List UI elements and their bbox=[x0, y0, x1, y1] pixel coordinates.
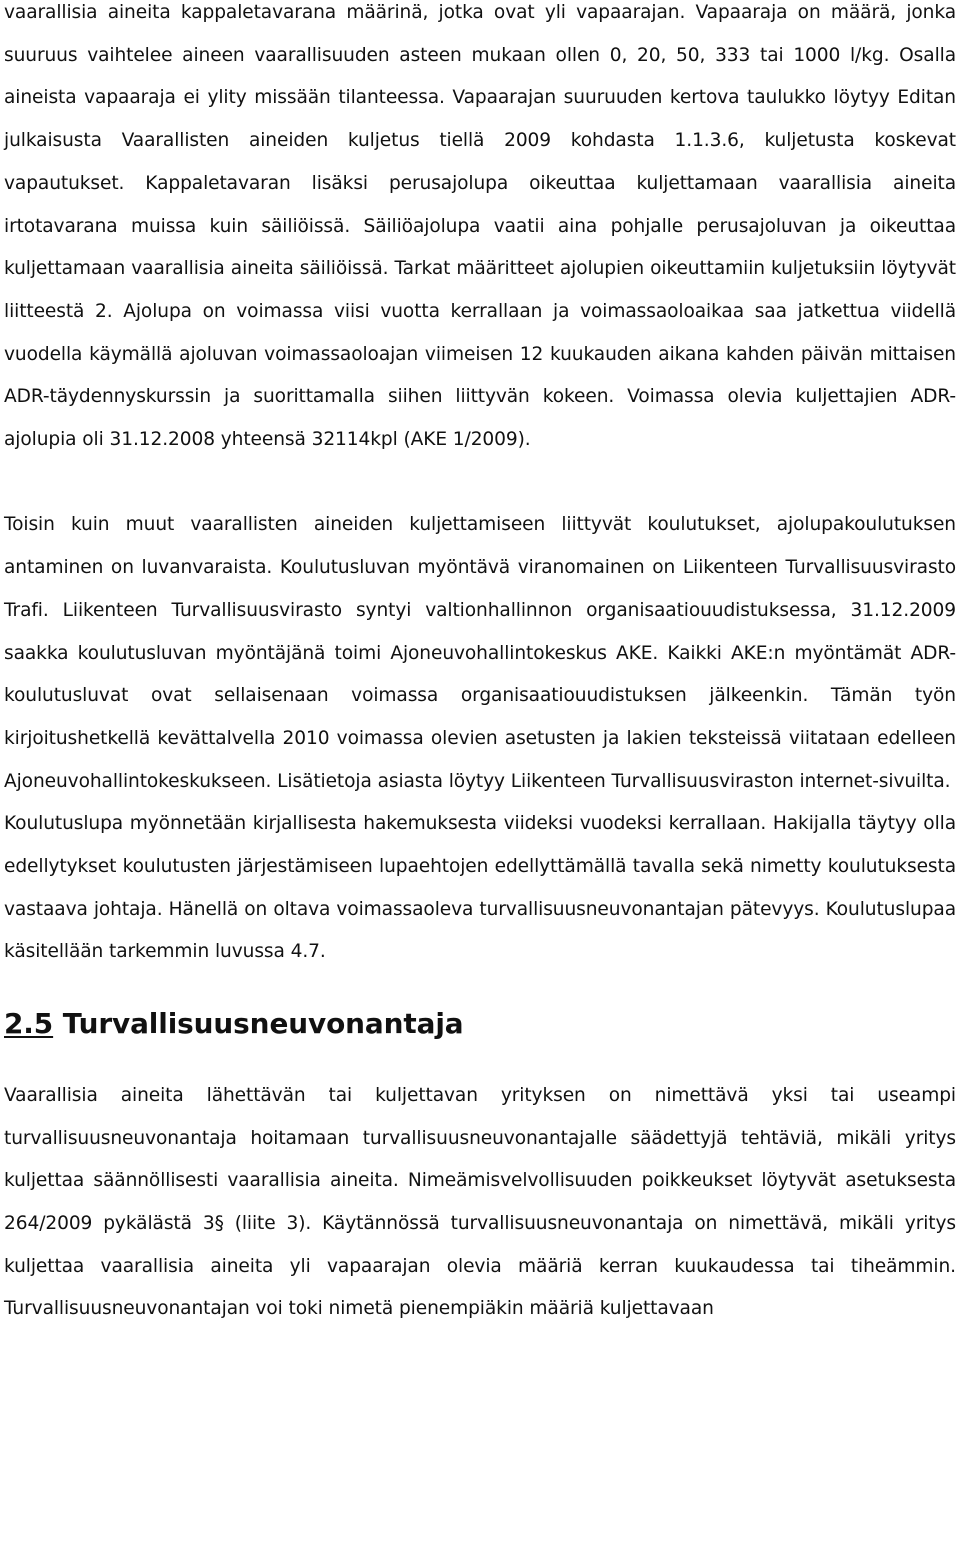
section-sign: § bbox=[214, 1212, 224, 1234]
paragraph-training-license: Toisin kuin muut vaarallisten aineiden kuljettamiseen liittyvät koulutukset, ajolupakoulutuksen antaminen on luvanvaraista. Koulutusluvan myöntävä viranomainen on Liikenteen Turvallisuusvirasto Trafi. Liikenteen Turvallisuusvirasto syntyi valtionhallinnon organisaatiouudistuksessa, 31.12.2009 saakka koulutusluvan myöntäjänä toimi Ajoneuvohallintokeskus AKE. Kaikki AKE:n myöntämät ADR-koulutusluvat ovat sellaisenaan voimassa organisaatiouudistuksen jälkeenkin. Tämän työn kirjoitushetkellä kevättalvella 2010 voimassa olevien asetusten ja lakien teksteissä viitataan edelleen Ajoneuvohallintokeskukseen. Lisätietoja asiasta löytyy Liikenteen Turvallisuusviraston internet-sivuilta. bbox=[4, 514, 956, 792]
paragraph-text: Vaarallisia aineita lähettävän tai kuljettavan yrityksen on nimettävä yksi tai useampi turvallisuusneuvonantaja hoitamaan turvallisuusneuvonantajalle säädettyjä tehtäviä, mikäli yritys kuljettaa säännöllisesti vaarallisia aineita. Nimeämisvelvollisuuden poikkeukset löytyvät asetuksesta 264/2009 pykälästä 3 bbox=[4, 1084, 956, 1234]
section-spacer bbox=[4, 1046, 956, 1075]
section-number: 2.5 bbox=[4, 1007, 54, 1041]
paragraph-text-continued: (liite 3). Käytännössä turvallisuusneuvonantaja on nimettävä, mikäli yritys kuljettaa vaarallisia aineita yli vapaarajan olevia määriä kerran kuukaudessa tai tiheämmin. Turvallisuusneuvonantajan voi toki nimetä pienempiäkin määriä kuljettavaan bbox=[4, 1212, 956, 1320]
paragraph-adr-permits: vaarallisia aineita kappaletavarana määrinä, jotka ovat yli vapaarajan. Vapaaraja on määrä, jonka suuruus vaihtelee aineen vaarallisuuden asteen mukaan ollen 0, 20, 50, 333 tai 1000 l/kg. Osalla aineista vapaaraja ei ylity missään tilanteessa. Vapaarajan suuruuden kertova taulukko löytyy Editan julkaisusta Vaarallisten aineiden kuljetus tiellä 2009 kohdasta 1.1.3.6, kuljetusta koskevat vapautukset. Kappaletavaran lisäksi perusajolupa oikeuttaa kuljettamaan vaarallisia aineita irtotavarana muissa kuin säiliöissä. Säiliöajolupa vaatii aina pohjalle perusajoluvan ja oikeuttaa kuljettamaan vaarallisia aineita säiliöissä. Tarkat määritteet ajolupien oikeuttamiin kuljetuksiin löytyvät liitteestä 2. Ajolupa on voimassa viisi vuotta kerrallaan ja voimassaoloaikaa saa jatkettua viidellä vuodella käymällä ajoluvan voimassaoloajan viimeisen 12 kuukauden aikana kahden päivän mittaisen ADR-täydennyskurssin ja suorittamalla siihen liittyvän kokeen. Voimassa olevia kuljettajien ADR-ajolupia oli 31.12.2008 yhteensä 32114kpl (AKE 1/2009). bbox=[4, 2, 956, 451]
paragraph-safety-advisor bbox=[4, 1075, 956, 1331]
paragraph-license-application: Koulutuslupa myönnetään kirjallisesta hakemuksesta viideksi vuodeksi kerrallaan. Hakijalla täytyy olla edellytykset koulutusten järjestämiseen lupaehtojen edellyttämällä tavalla sekä nimetty koulutuksesta vastaava johtaja. Hänellä on oltava voimassaoleva turvallisuusneuvonantajan pätevyys. Koulutuslupaa käsitellään tarkemmin luvussa 4.7. bbox=[4, 813, 956, 963]
section-heading bbox=[4, 1003, 956, 1046]
section-spacer bbox=[4, 974, 956, 1003]
paragraph-spacer bbox=[4, 462, 956, 505]
section-title: Turvallisuusneuvonantaja bbox=[53, 1007, 464, 1041]
document-page bbox=[4, 0, 956, 1331]
